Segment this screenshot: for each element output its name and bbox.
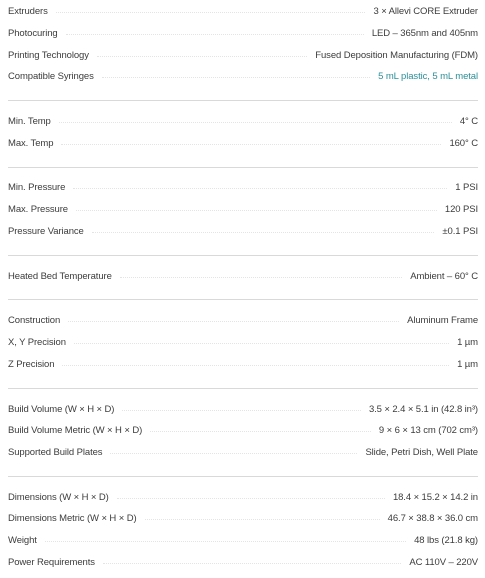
spec-value: 46.7 × 38.8 × 36.0 cm	[387, 512, 478, 524]
spec-row-pressure-variance	[8, 223, 478, 239]
section-divider	[8, 476, 478, 477]
section-divider	[8, 100, 478, 101]
spec-value: 9 × 6 × 13 cm (702 cm³)	[378, 424, 478, 436]
spec-value: AC 110V – 220V	[409, 556, 478, 568]
spec-value: Fused Deposition Manufacturing (FDM)	[315, 49, 478, 61]
spec-value: 48 lbs (21.8 kg)	[414, 534, 478, 546]
dotted-leader	[73, 188, 447, 189]
section-divider	[8, 255, 478, 256]
spec-row-min-pressure	[8, 179, 478, 195]
dotted-leader	[122, 410, 361, 411]
spec-value: Slide, Petri Dish, Well Plate	[365, 446, 478, 458]
spec-row-supported-build-plates	[8, 444, 478, 460]
spec-label: Heated Bed Temperature	[8, 270, 112, 282]
spec-label: Printing Technology	[8, 49, 89, 61]
dotted-leader	[62, 365, 449, 366]
spec-label: Extruders	[8, 5, 48, 17]
spec-label: Dimensions Metric (W × H × D)	[8, 512, 137, 524]
spec-row-construction	[8, 312, 478, 328]
spec-row-dimensions-metric	[8, 510, 478, 526]
spec-row-photocuring	[8, 25, 478, 41]
spec-label: Weight	[8, 534, 37, 546]
spec-label: Compatible Syringes	[8, 70, 94, 82]
spec-row-max-temp	[8, 135, 478, 151]
spec-value: 1 µm	[457, 336, 478, 348]
spec-value: 120 PSI	[444, 203, 478, 215]
dotted-leader	[145, 519, 380, 520]
dotted-leader	[66, 34, 364, 35]
spec-row-printing-technology	[8, 47, 478, 63]
dotted-leader	[92, 232, 435, 233]
spec-label: Z Precision	[8, 358, 55, 370]
dotted-leader	[59, 122, 452, 123]
spec-row-build-volume-metric	[8, 422, 478, 438]
dotted-leader	[110, 453, 357, 454]
spec-value: 18.4 × 15.2 × 14.2 in	[392, 491, 478, 503]
spec-value: 1 µm	[457, 358, 478, 370]
spec-value: 3.5 × 2.4 × 5.1 in (42.8 in³)	[368, 403, 478, 415]
spec-label: Build Volume (W × H × D)	[8, 403, 115, 415]
spec-row-build-volume	[8, 401, 478, 417]
dotted-leader	[74, 343, 449, 344]
spec-row-min-temp	[8, 113, 478, 129]
spec-value: 1 PSI	[455, 181, 478, 193]
dotted-leader	[150, 431, 371, 432]
spec-row-power-requirements	[8, 554, 478, 570]
syringes-link[interactable]: 5 mL plastic, 5 mL metal	[378, 70, 478, 82]
spec-label: Min. Temp	[8, 115, 51, 127]
spec-row-dimensions	[8, 489, 478, 505]
spec-value: 4° C	[459, 115, 478, 127]
dotted-leader	[103, 563, 401, 564]
spec-label: X, Y Precision	[8, 336, 66, 348]
spec-value: 3 × Allevi CORE Extruder	[373, 5, 478, 17]
spec-row-heated-bed-temperature	[8, 268, 478, 284]
spec-value: ±0.1 PSI	[442, 225, 478, 237]
spec-value: 160° C	[449, 137, 478, 149]
spec-label: Power Requirements	[8, 556, 95, 568]
spec-value: Aluminum Frame	[407, 314, 478, 326]
spec-label: Pressure Variance	[8, 225, 84, 237]
spec-row-extruders	[8, 3, 478, 19]
section-divider	[8, 299, 478, 300]
dotted-leader	[102, 77, 370, 78]
dotted-leader	[76, 210, 437, 211]
spec-value: LED – 365nm and 405nm	[371, 27, 478, 39]
dotted-leader	[120, 277, 402, 278]
spec-row-max-pressure	[8, 201, 478, 217]
section-divider	[8, 167, 478, 168]
spec-label: Build Volume Metric (W × H × D)	[8, 424, 143, 436]
spec-label: Photocuring	[8, 27, 58, 39]
spec-label: Max. Pressure	[8, 203, 68, 215]
spec-row-xy-precision	[8, 334, 478, 350]
spec-label: Supported Build Plates	[8, 446, 103, 458]
dotted-leader	[56, 12, 366, 13]
section-divider	[8, 388, 478, 389]
spec-label: Min. Pressure	[8, 181, 66, 193]
dotted-leader	[61, 144, 441, 145]
dotted-leader	[97, 56, 307, 57]
dotted-leader	[68, 321, 399, 322]
spec-label: Construction	[8, 314, 61, 326]
spec-label: Dimensions (W × H × D)	[8, 491, 109, 503]
spec-row-weight	[8, 532, 478, 548]
spec-label: Max. Temp	[8, 137, 54, 149]
dotted-leader	[117, 498, 385, 499]
spec-row-compatible-syringes	[8, 68, 478, 84]
dotted-leader	[45, 541, 406, 542]
spec-row-z-precision	[8, 356, 478, 372]
spec-value: Ambient – 60° C	[410, 270, 478, 282]
